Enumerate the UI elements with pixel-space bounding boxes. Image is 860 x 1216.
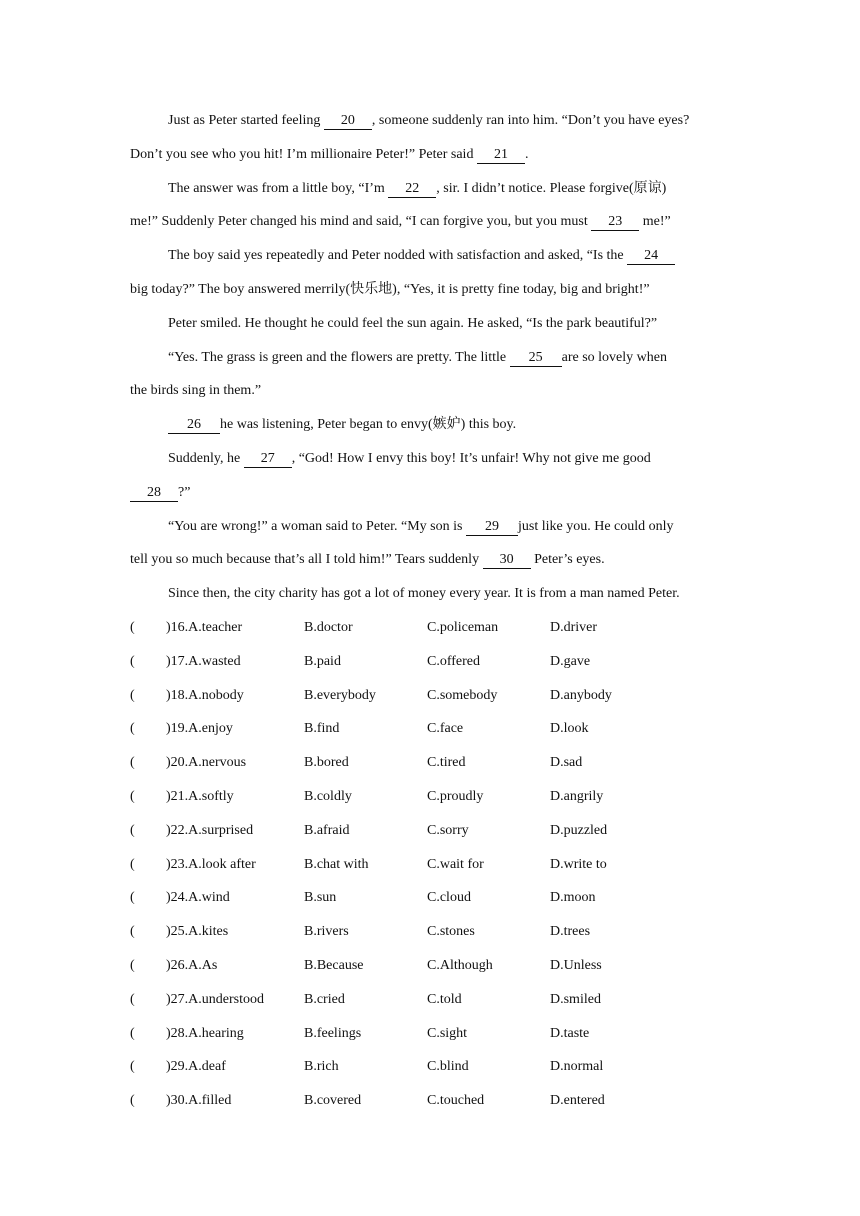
option-d[interactable]: D.look [550,721,589,737]
option-a[interactable]: )18.A.nobody [166,687,244,703]
passage-line: Peter smiled. He thought he could feel the sun again. He asked, “Is the park beautiful?” [168,315,658,331]
blank-25[interactable]: 25 [510,350,562,367]
option-d[interactable]: D.anybody [550,687,612,703]
option-a[interactable]: )16.A.teacher [166,619,243,635]
passage-line: 28 ?” [130,476,742,510]
option-b[interactable]: B.cried [304,991,345,1007]
option-b[interactable]: B.bored [304,755,349,771]
blank-20[interactable]: 20 [324,113,372,130]
option-d[interactable]: D.normal [550,1059,604,1075]
option-c[interactable]: C.policeman [427,619,499,635]
answer-paren[interactable]: ( [130,755,135,771]
option-b[interactable]: B.rivers [304,924,349,940]
passage-line: Since then, the city charity has got a lot of money every year. It is from a man named Peter. [168,586,680,602]
passage-line: 26 he was listening, Peter began to envy(嫉妒) this boy. [130,408,742,442]
answer-paren[interactable]: ( [130,788,135,804]
answer-paren[interactable]: ( [130,890,135,906]
question-row [130,645,742,679]
option-d[interactable]: D.Unless [550,957,602,973]
passage-line: the birds sing in them.” [130,383,262,399]
answer-paren[interactable]: ( [130,957,135,973]
option-a[interactable]: )29.A.deaf [166,1059,226,1075]
option-c[interactable]: C.sorry [427,822,469,838]
option-c[interactable]: C.stones [427,924,475,940]
blank-27[interactable]: 27 [244,451,292,468]
option-c[interactable]: C.proudly [427,788,484,804]
question-row [130,881,742,915]
option-d[interactable]: D.gave [550,653,591,669]
question-row [130,1017,742,1051]
answer-paren[interactable]: ( [130,619,135,635]
option-c[interactable]: C.somebody [427,687,498,703]
passage-line: “Yes. The grass is green and the flowers are pretty. The little 25 are so lovely when [168,349,667,365]
blank-29[interactable]: 29 [466,519,518,536]
option-b[interactable]: B.sun [304,890,337,906]
option-a[interactable]: )22.A.surprised [166,822,254,838]
question-row [130,1084,742,1118]
answer-paren[interactable]: ( [130,1059,135,1075]
blank-28[interactable]: 28 [130,485,178,502]
option-c[interactable]: C.wait for [427,856,484,872]
blank-30[interactable]: 30 [483,552,531,569]
question-row [130,679,742,713]
question-row [130,814,742,848]
question-row [130,983,742,1017]
question-row [130,611,742,645]
option-b[interactable]: B.rich [304,1059,339,1075]
answer-paren[interactable]: ( [130,653,135,669]
option-d[interactable]: D.write to [550,856,607,872]
question-list [130,611,742,1118]
question-row [130,746,742,780]
option-d[interactable]: D.trees [550,924,591,940]
option-d[interactable]: D.angrily [550,788,604,804]
answer-paren[interactable]: ( [130,1093,135,1109]
option-a[interactable]: )25.A.kites [166,924,229,940]
option-d[interactable]: D.driver [550,619,598,635]
option-b[interactable]: B.find [304,721,340,737]
answer-paren[interactable]: ( [130,721,135,737]
option-a[interactable]: )23.A.look after [166,856,256,872]
option-a[interactable]: )27.A.understood [166,991,264,1007]
answer-paren[interactable]: ( [130,822,135,838]
option-c[interactable]: C.offered [427,653,480,669]
option-a[interactable]: )28.A.hearing [166,1025,244,1041]
passage-line: Just as Peter started feeling 20 , someone suddenly ran into him. “Don’t you have eyes? [168,113,690,128]
question-row [130,915,742,949]
answer-paren[interactable]: ( [130,924,135,940]
passage-line: “You are wrong!” a woman said to Peter. “My son is 29 just like you. He could only [168,518,674,534]
blank-21[interactable]: 21 [477,147,525,164]
option-a[interactable]: )30.A.filled [166,1093,232,1109]
option-b[interactable]: B.Because [304,957,364,973]
blank-22[interactable]: 22 [388,181,436,198]
passage-line: The answer was from a little boy, “I’m 22 , sir. I didn’t notice. Please forgive(原谅) [168,180,667,196]
option-b[interactable]: B.paid [304,653,341,669]
option-b[interactable]: B.everybody [304,687,376,703]
blank-26[interactable]: 26 [168,417,220,434]
option-b[interactable]: B.covered [304,1093,362,1109]
question-row [130,848,742,882]
option-a[interactable]: )17.A.wasted [166,653,241,669]
answer-paren[interactable]: ( [130,1025,135,1041]
option-b[interactable]: B.doctor [304,619,353,635]
question-row [130,949,742,983]
passage-line: Suddenly, he 27 , “God! How I envy this boy! It’s unfair! Why not give me good [168,450,651,466]
passage-line: big today?” The boy answered merrily(快乐地), “Yes, it is pretty fine today, big and bright!” [130,281,650,297]
option-b[interactable]: B.coldly [304,788,352,804]
option-d[interactable]: D.entered [550,1093,605,1109]
blank-23[interactable]: 23 [591,214,639,231]
passage-line: me!” Suddenly Peter changed his mind and said, “I can forgive you, but you must 23 me!” [130,214,671,230]
option-b[interactable]: B.chat with [304,856,369,872]
question-row [130,780,742,814]
answer-paren[interactable]: ( [130,991,135,1007]
option-c[interactable]: C.cloud [427,890,471,906]
option-d[interactable]: D.sad [550,755,583,771]
option-d[interactable]: D.puzzled [550,822,608,838]
blank-24[interactable]: 24 [627,248,675,265]
option-a[interactable]: )20.A.nervous [166,755,247,771]
option-c[interactable]: C.tired [427,755,466,771]
answer-paren[interactable]: ( [130,687,135,703]
option-a[interactable]: )24.A.wind [166,890,230,906]
option-c[interactable]: C.face [427,721,464,737]
option-d[interactable]: D.moon [550,890,596,906]
document-page [130,104,742,1118]
option-c[interactable]: C.Although [427,957,493,973]
option-d[interactable]: D.smiled [550,991,601,1007]
option-d[interactable]: D.taste [550,1025,590,1041]
option-c[interactable]: C.sight [427,1025,468,1041]
option-a[interactable]: )26.A.As [166,957,218,973]
option-c[interactable]: C.told [427,991,462,1007]
option-c[interactable]: C.touched [427,1093,485,1109]
question-row [130,712,742,746]
option-b[interactable]: B.feelings [304,1025,362,1041]
option-b[interactable]: B.afraid [304,822,350,838]
question-row [130,1050,742,1084]
passage-line: tell you so much because that’s all I told him!” Tears suddenly 30 Peter’s eyes. [130,552,605,568]
answer-paren[interactable]: ( [130,856,135,872]
option-a[interactable]: )21.A.softly [166,788,234,804]
passage-line: The boy said yes repeatedly and Peter nodded with satisfaction and asked, “Is the 24 [130,239,742,273]
option-a[interactable]: )19.A.enjoy [166,721,233,737]
option-c[interactable]: C.blind [427,1059,469,1075]
passage-line: Don’t you see who you hit! I’m millionaire Peter!” Peter said 21 . [130,146,529,162]
passage [130,104,742,611]
